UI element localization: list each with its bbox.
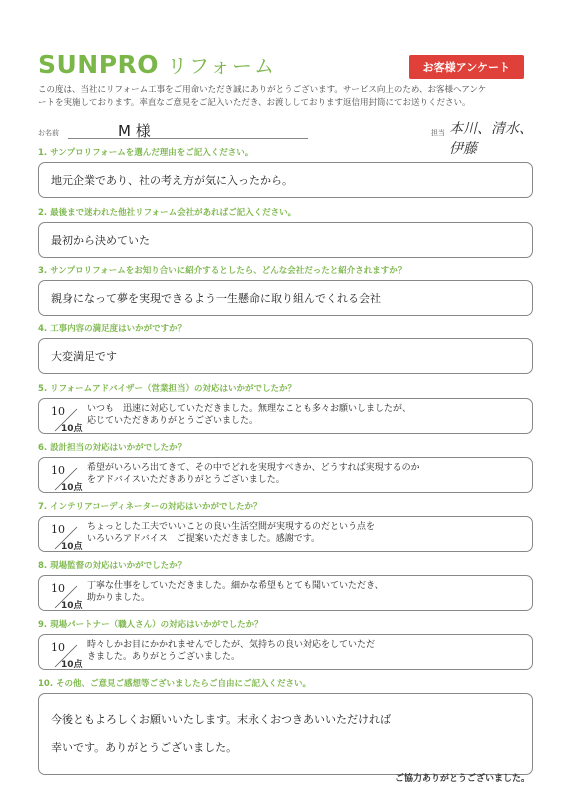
answer-text: 親身になって夢を実現できるよう一生懸命に取り組んでくれる会社 (51, 292, 381, 305)
question-title: 9. 現場パートナー（職人さん）の対応はいかがでしたか？ (38, 620, 263, 630)
question-title: 4. 工事内容の満足度はいかがですか？ (38, 324, 187, 334)
answer-line-1: 今後ともよろしくお願いいたします。末永くおつきあいいただければ (51, 713, 392, 726)
answer-text (87, 403, 411, 427)
score-field (47, 460, 87, 496)
score-value: 10 (51, 641, 65, 654)
question-2 (38, 206, 533, 258)
score-field (47, 578, 87, 614)
answer-box (38, 398, 533, 434)
score-value: 10 (51, 523, 65, 536)
answer-text (87, 639, 375, 663)
answer-box (38, 457, 533, 493)
answer-line-2: 幸いです。ありがとうございました。 (51, 741, 238, 754)
answer-line-1: 希望がいろいろ出てきて、その中でどれを実現すべきか、どうすれば実現するのか (87, 463, 420, 473)
answer-text: 大変満足です (51, 350, 117, 363)
staff-value: 本川、清水、伊藤 (449, 121, 533, 157)
answer-line-1: ちょっとした工夫でいいことの良い生活空間が実現するのだという点を (87, 522, 376, 532)
score-value: 10 (51, 582, 65, 595)
intro-text (38, 84, 538, 110)
answer-text (87, 462, 420, 486)
score-field (47, 401, 87, 437)
answer-text (87, 521, 375, 545)
answer-box (38, 516, 533, 552)
footer-thanks: ご協力ありがとうございました。 (394, 774, 530, 784)
question-10 (38, 677, 533, 775)
question-3 (38, 264, 533, 316)
score-unit: 10点 (61, 542, 83, 552)
intro-line-1: この度は、当社にリフォーム工事をご用命いただき誠にありがとうございます。サービス向上のため、お客様へアンケ (38, 85, 487, 95)
answer-text (51, 706, 391, 762)
question-5 (38, 382, 533, 434)
question-6 (38, 441, 533, 493)
answer-box (38, 575, 533, 611)
header (38, 50, 538, 80)
sunpro-logo (38, 50, 276, 79)
question-title: 8. 現場監督の対応はいかがでしたか？ (38, 561, 187, 571)
score-field (47, 519, 87, 555)
name-value: M 様 (118, 122, 151, 140)
answer-line-1: 丁寧な仕事をしていただきました。細かな希望もとても聞いていただき、 (87, 581, 384, 591)
answer-box (38, 693, 533, 775)
question-4 (38, 322, 533, 374)
logo-main: SUNPRO (38, 50, 160, 79)
score-unit: 10点 (61, 424, 83, 434)
answer-text (87, 580, 384, 604)
answer-line-1: いつも 迅速に対応していただきました。無理なことも多々お願いしましたが、 (87, 404, 412, 414)
question-title: 7. インテリアコーディネーターの対応はいかがでしたか？ (38, 502, 262, 512)
score-value: 10 (51, 405, 65, 418)
question-title: 5. リフォームアドバイザー（営業担当）の対応はいかがでしたか？ (38, 384, 297, 394)
answer-box (38, 222, 533, 258)
answer-box (38, 338, 533, 374)
answer-line-2: 助かりました。 (87, 593, 151, 603)
question-title: 2. 最後まで迷われた他社リフォーム会社があればご記入ください。 (38, 208, 297, 218)
answer-line-2: をアドバイスいただきありがとうございました。 (87, 475, 285, 485)
question-title: 3. サンプロリフォームをお知り合いに紹介するとしたら、どんな会社だったと紹介されますか？ (38, 266, 407, 276)
answer-box (38, 280, 533, 316)
logo-sub: リフォーム (167, 54, 277, 78)
score-unit: 10点 (61, 660, 83, 670)
answer-text: 地元企業であり、社の考え方が気に入ったから。 (51, 174, 293, 187)
score-value: 10 (51, 464, 65, 477)
score-field (47, 637, 87, 673)
question-title: 10. その他、ご意見ご感想等ございましたらご自由にご記入ください。 (38, 679, 312, 689)
name-label: お名前 (38, 129, 59, 137)
question-1 (38, 146, 533, 198)
name-underline (68, 138, 308, 139)
answer-line-2: いろいろアドバイス ご提案いただきました。感謝です。 (87, 534, 321, 544)
survey-badge: お客様アンケート (409, 55, 524, 79)
answer-line-2: きました。ありがとうございました。 (87, 652, 241, 662)
score-unit: 10点 (61, 483, 83, 493)
question-8 (38, 559, 533, 611)
question-9 (38, 618, 533, 670)
answer-text: 最初から決めていた (51, 234, 150, 247)
answer-box (38, 162, 533, 198)
question-7 (38, 500, 533, 552)
question-title: 1. サンプロリフォームを選んだ理由をご記入ください。 (38, 148, 254, 158)
answer-box (38, 634, 533, 670)
answer-line-1: 時々しかお目にかかれませんでしたが、気持ちの良い対応をしていただ (87, 640, 376, 650)
answer-line-2: 応じていただきありがとうございました。 (87, 416, 259, 426)
question-title: 6. 設計担当の対応はいかがでしたか？ (38, 443, 187, 453)
intro-line-2: ートを実施しております。率直なご意見をご記入いただき、お渡ししております返信用封筒にてお送りください。 (38, 98, 471, 108)
score-unit: 10点 (61, 601, 83, 611)
staff-label: 担当 (431, 129, 445, 137)
